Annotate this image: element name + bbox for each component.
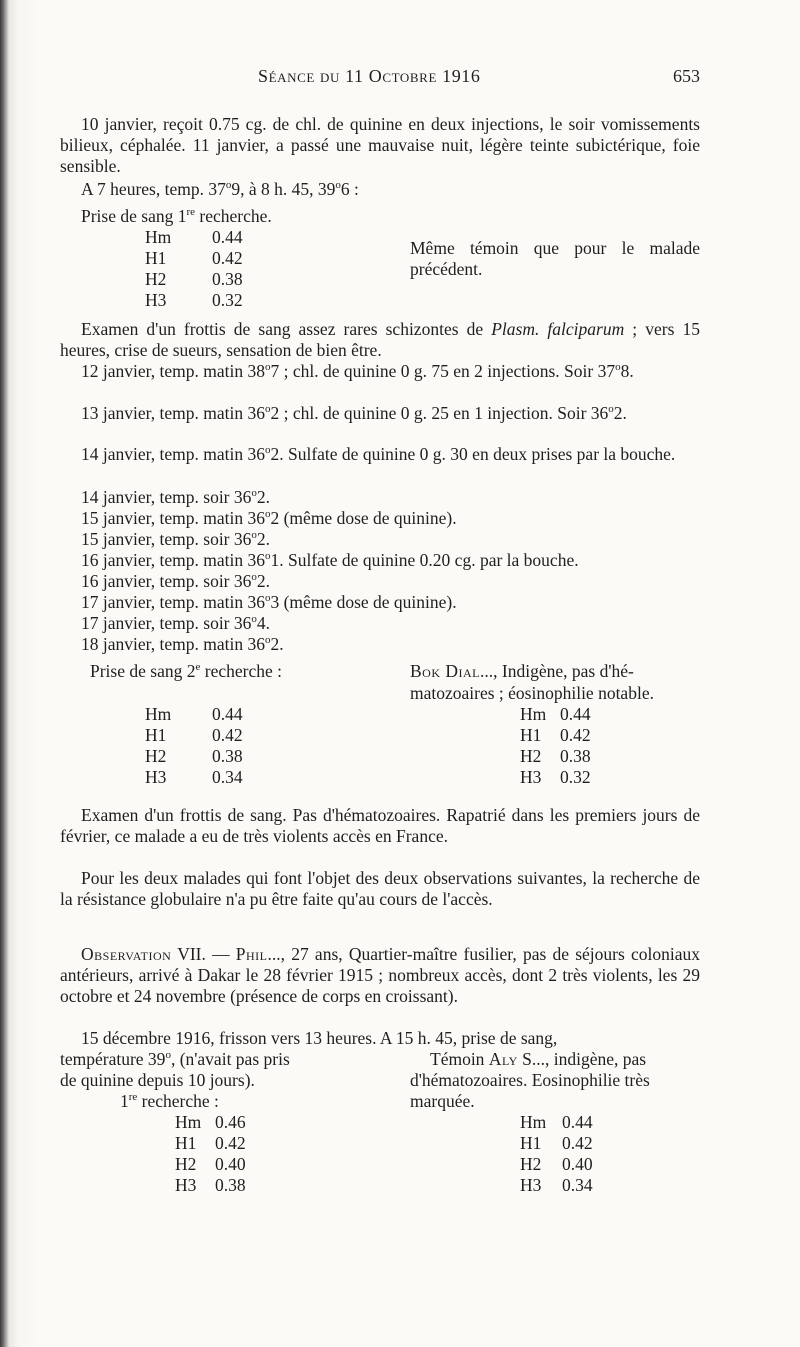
paragraph-note — [60, 868, 700, 910]
control-note-1 — [410, 238, 700, 280]
lab-label: H2 — [145, 746, 167, 766]
superscript: o — [251, 613, 257, 626]
text-part: 2 (même dose de quinine). — [270, 508, 457, 528]
lab-value: 0.38 — [215, 1175, 246, 1195]
entry-text — [60, 403, 700, 424]
lab-label: H2 — [145, 269, 167, 289]
text-part: A 7 heures, temp. 37 — [81, 179, 226, 199]
dec-left3 — [120, 1091, 219, 1112]
short-entry — [81, 550, 579, 571]
superscript: re — [186, 206, 196, 219]
text-part: VII. — — [171, 944, 236, 964]
text-part: température 39 — [60, 1049, 166, 1069]
text-part: Prise de sang 1 — [81, 206, 187, 226]
control-note-2-line1 — [410, 661, 634, 682]
lab-value: 0.42 — [215, 1133, 246, 1153]
superscript: o — [615, 361, 621, 374]
text-part: 18 janvier, temp. matin 36 — [81, 634, 265, 654]
lab-value: 0.42 — [562, 1133, 593, 1153]
short-entry — [81, 529, 270, 550]
lab-value: 0.44 — [212, 704, 243, 724]
lab-label: Hm — [175, 1112, 202, 1132]
dec-left2: de quinine depuis 10 jours). — [60, 1070, 255, 1090]
text-part: 16 janvier, temp. matin 36 — [81, 550, 265, 570]
entry-jan13 — [60, 403, 700, 424]
text-part: Examen d'un frottis de sang assez rares schizontes de — [81, 319, 492, 339]
superscript: o — [264, 592, 271, 605]
lab-label: H2 — [175, 1154, 197, 1174]
lab-value: 0.34 — [212, 767, 243, 787]
text-part: recherche. — [195, 206, 272, 226]
lab-label: H3 — [520, 1175, 542, 1195]
text-part: 1 — [120, 1091, 129, 1111]
lab-value: 0.32 — [212, 290, 243, 310]
text-part: recherche : — [137, 1091, 219, 1111]
control-note-text: Même témoin que pour le malade précédent. — [410, 238, 700, 279]
text-part: 16 janvier, temp. soir 36 — [81, 571, 252, 591]
text-part: 14 janvier, temp. matin 36 — [81, 444, 265, 464]
superscript: o — [264, 361, 271, 374]
superscript: o — [264, 550, 271, 563]
paragraph-jan10 — [60, 114, 700, 177]
lab-label: H1 — [175, 1133, 197, 1153]
superscript: o — [264, 634, 271, 647]
short-entry — [81, 613, 270, 634]
text-part: 14 janvier, temp. soir 36 — [81, 487, 252, 507]
entry-jan14-morning — [60, 444, 700, 465]
entry-jan12 — [60, 361, 700, 382]
text-part: 7 ; chl. de quinine 0 g. 75 en 2 injections. Soir 37 — [270, 361, 616, 381]
lab-value: 0.40 — [562, 1154, 593, 1174]
lab-label: H3 — [520, 767, 542, 787]
text-part: 2. — [270, 634, 284, 654]
dec-left1 — [60, 1049, 290, 1070]
text-part: 13 janvier, temp. matin 36 — [81, 403, 265, 423]
lab-label: H2 — [520, 746, 542, 766]
paragraph-text — [60, 319, 700, 361]
short-entry — [81, 571, 270, 592]
text-part: Témoin — [430, 1049, 489, 1069]
text-part: 17 janvier, temp. matin 36 — [81, 592, 265, 612]
control-name: Bok Dial — [410, 661, 481, 681]
lab-value: 0.34 — [562, 1175, 593, 1195]
text-part: 4. — [256, 613, 271, 633]
lab-label: H1 — [145, 725, 167, 745]
entry-text — [60, 444, 700, 465]
text-part: 15 janvier, temp. soir 36 — [81, 529, 252, 549]
superscript: o — [225, 179, 232, 192]
text-part: 2. — [256, 529, 271, 549]
superscript: o — [264, 444, 271, 457]
superscript: o — [335, 179, 341, 192]
lab-label: H1 — [520, 725, 542, 745]
text-part: 9, à 8 h. 45, 39 — [231, 179, 336, 199]
lab-label: H1 — [520, 1133, 542, 1153]
text-part: 3 (même dose de quinine). — [270, 592, 457, 612]
text-part: , (n'avait pas pris — [170, 1049, 290, 1069]
text-part: 15 janvier, temp. matin 36 — [81, 508, 265, 528]
paragraph-text: 10 janvier, reçoit 0.75 cg. de chl. de quinine en deux injections, le soir vomissements bilieux, céphalée. 11 janvier, a passé une mauvaise nuit, légère teinte subictérique, foie sensible. — [60, 114, 700, 176]
text-part: 2. — [256, 487, 271, 507]
observation-text — [60, 944, 700, 1007]
dec-right2: d'hématozoaires. Eosinophilie très — [410, 1070, 650, 1090]
text-part: 2 ; chl. de quinine 0 g. 25 en 1 injection. Soir 36 — [270, 403, 609, 423]
patient-name: Phil — [235, 944, 268, 964]
lab-value: 0.38 — [560, 746, 591, 766]
superscript: re — [128, 1091, 138, 1104]
text-part: ..., Indigène, pas d'hé- — [480, 661, 634, 681]
text-part: 6 : — [340, 179, 359, 199]
page-number: 653 — [673, 66, 700, 86]
superscript: o — [608, 403, 614, 416]
header-title: Séance du 11 Octobre 1916 — [258, 66, 481, 86]
text-part: 2. — [613, 403, 627, 423]
paragraph-examen-1 — [60, 319, 700, 361]
short-entry — [81, 592, 457, 613]
lab-label: H3 — [175, 1175, 197, 1195]
control-note-2-line2: matozoaires ; éosinophilie notable. — [410, 683, 654, 703]
lab-value: 0.42 — [212, 248, 243, 268]
superscript: e — [195, 661, 201, 674]
lab-label: H3 — [145, 767, 167, 787]
lab-value: 0.44 — [212, 227, 243, 247]
text-part: 17 janvier, temp. soir 36 — [81, 613, 252, 633]
blood-sample-heading-1 — [81, 206, 272, 227]
lab-label: Hm — [145, 227, 172, 247]
lab-value: 0.42 — [560, 725, 591, 745]
lab-value: 0.46 — [215, 1112, 246, 1132]
text-part: ; vers 15 heures, crise de sueurs, sensation de bien être. — [60, 319, 700, 360]
text-part: recherche : — [200, 661, 282, 681]
lab-label: Hm — [520, 704, 547, 724]
short-entry — [81, 487, 270, 508]
paragraph-examen-2 — [60, 805, 700, 847]
text-part: 2. Sulfate de quinine 0 g. 30 en deux prises par la bouche. — [270, 444, 676, 464]
superscript: o — [264, 508, 271, 521]
species-name: Plasm. falciparum — [491, 319, 625, 339]
paragraph-text: Pour les deux malades qui font l'objet des deux observations suivantes, la recherche de la résistance globulaire n'a pu être faite qu'au cours de l'accès. — [60, 868, 700, 909]
running-header — [60, 66, 700, 92]
lab-value: 0.44 — [560, 704, 591, 724]
superscript: o — [251, 529, 257, 542]
text-part: 8. — [620, 361, 634, 381]
dec-line1: 15 décembre 1916, frisson vers 13 heures. A 15 h. 45, prise de sang, — [81, 1028, 558, 1048]
dec-right1 — [430, 1049, 646, 1070]
lab-label: H3 — [145, 290, 167, 310]
lab-label: Hm — [520, 1112, 547, 1132]
lab-value: 0.40 — [215, 1154, 246, 1174]
superscript: o — [264, 403, 271, 416]
text-part: S..., indigène, pas — [517, 1049, 647, 1069]
observation-vii — [60, 944, 700, 1007]
lab-value: 0.32 — [560, 767, 591, 787]
paragraph-text: Examen d'un frottis de sang. Pas d'hématozoaires. Rapatrié dans les premiers jours de février, ce malade a eu de très violents accès en France. — [60, 805, 700, 846]
text-part: Prise de sang 2 — [90, 661, 196, 681]
text-part: ..., 27 ans, Quartier-maître fusilier, pas de séjours coloniaux antérieurs, arrivé à Dakar le 28 février 1915 ; nombreux accès, dont 2 très violents, les 29 octobre et 24 novembre (présence de corps en croissant). — [60, 944, 700, 1006]
lab-value: 0.44 — [562, 1112, 593, 1132]
superscript: o — [251, 487, 257, 500]
lab-label: H1 — [145, 248, 167, 268]
observation-label: Observation — [81, 944, 172, 964]
superscript: o — [165, 1049, 171, 1062]
lab-label: Hm — [145, 704, 172, 724]
dec-right3: marquée. — [410, 1091, 475, 1111]
short-entry — [81, 634, 284, 655]
short-entry — [81, 508, 457, 529]
lab-value: 0.42 — [212, 725, 243, 745]
lab-value: 0.38 — [212, 746, 243, 766]
lab-value: 0.38 — [212, 269, 243, 289]
text-part: 1. Sulfate de quinine 0.20 cg. par la bouche. — [270, 550, 579, 570]
text-part: 2. — [256, 571, 271, 591]
text-part: 12 janvier, temp. matin 38 — [81, 361, 265, 381]
temperature-line — [81, 179, 359, 200]
superscript: o — [251, 571, 257, 584]
lab-label: H2 — [520, 1154, 542, 1174]
control-name: Aly — [488, 1049, 518, 1069]
blood-sample-heading-2 — [90, 661, 282, 682]
entry-text — [60, 361, 700, 382]
